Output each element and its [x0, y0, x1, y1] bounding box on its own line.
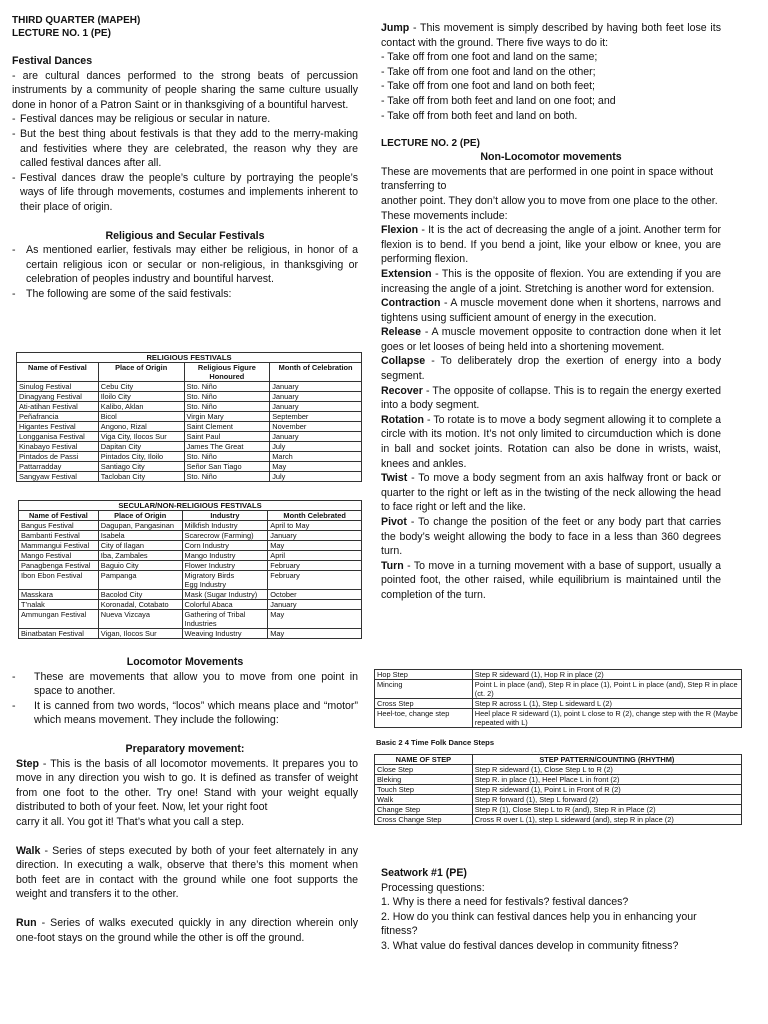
table-cell: Dapitan City — [98, 442, 184, 452]
table-row — [19, 629, 362, 639]
table-cell: Sto. Niño — [184, 472, 270, 482]
table-cell: Dinagyang Festival — [17, 392, 99, 402]
term-text: - To deliberately drop the exertion of energy into a body segment. — [381, 355, 721, 383]
left-lower-column — [12, 655, 358, 945]
table-cell: January — [270, 402, 362, 412]
table-cell: Sto. Niño — [184, 402, 270, 412]
table-row — [19, 531, 362, 541]
non-locomotor-terms — [381, 223, 721, 602]
term-extension — [381, 267, 721, 296]
term-label: Pivot — [381, 516, 407, 528]
column-header: Name of Festival — [17, 363, 99, 382]
table-caption: RELIGIOUS FESTIVALS — [16, 352, 362, 362]
run-term: Run — [16, 916, 37, 929]
term-release — [381, 325, 721, 354]
table-cell: Masskara — [19, 590, 99, 600]
table-row — [375, 795, 742, 805]
lecture-1-header: LECTURE NO. 1 (PE) — [12, 28, 111, 39]
religious-secular-title: Religious and Secular Festivals — [105, 229, 265, 242]
table-cell: Colorful Abaca — [182, 600, 268, 610]
secular-table-grid — [18, 510, 362, 639]
term-pivot — [381, 515, 721, 559]
term-label: Rotation — [381, 413, 424, 426]
religious-festivals-table — [16, 352, 362, 482]
steps-bottom-grid — [374, 754, 742, 825]
step-text-cont: carry it all. You got it! That’s what you call a step. — [16, 815, 245, 828]
jump-item: - Take off from one foot and land on the other; — [381, 65, 596, 78]
processing-label: Processing questions: — [381, 881, 485, 894]
jump-item: - Take off from both feet and land on one foot; and — [381, 94, 616, 107]
folk-steps-table-top — [374, 669, 742, 728]
table-cell: Binatbatan Festival — [19, 629, 99, 639]
lecture-2-header: LECTURE NO. 2 (PE) — [381, 138, 480, 150]
table-row — [17, 462, 362, 472]
preparatory-title: Preparatory movement: — [125, 742, 245, 755]
table-cell: Vigan, Ilocos Sur — [98, 629, 182, 639]
term-label: Contraction — [381, 297, 441, 310]
table-cell: Sangyaw Festival — [17, 472, 99, 482]
table-cell: Kalibo, Aklan — [98, 402, 184, 412]
step-definition — [12, 757, 358, 815]
table-cell: Step R. in place (1), Heel Place L in front (2) — [472, 775, 741, 785]
term-text: - A muscle movement done when it shortens, narrows and tightens using sufficient amount of energy in the execution. — [381, 297, 721, 324]
term-contraction — [381, 296, 721, 325]
table-cell: February — [268, 561, 362, 571]
table-cell: Pintados City, Iloilo — [98, 452, 184, 462]
table-cell: Iba, Zambales — [98, 551, 182, 561]
table-cell: January — [268, 600, 362, 610]
table-cell: May — [270, 462, 362, 472]
left-column — [12, 14, 358, 302]
jump-item: - Take off from one foot and land on both feet; — [381, 80, 595, 93]
term-label: Extension — [381, 267, 432, 280]
table-cell: Higantes Festival — [17, 422, 99, 432]
question-item: 2. How do you think can festival dances help you in enhancing your fitness? — [381, 910, 697, 938]
table-cell: Migratory Birds Egg Industry — [182, 571, 268, 590]
table-row — [375, 785, 742, 795]
table-cell: Cross Step — [375, 699, 473, 709]
table-row — [375, 815, 742, 825]
right-column — [381, 21, 721, 603]
table-cell: Mask (Sugar Industry) — [182, 590, 268, 600]
festival-definition: - are cultural dances performed to the strong beats of percussion instruments by a community of people sharing the same culture usually done in honor of a Patron Saint or in thanksgiving of a bountiful harvest. — [12, 69, 358, 111]
table-cell: Bangus Festival — [19, 521, 99, 531]
table-cell: Change Step — [375, 805, 473, 815]
table-cell: April to May — [268, 521, 362, 531]
table-row — [19, 590, 362, 600]
table-cell: Step R across L (1), Step L sideward L (2) — [472, 699, 741, 709]
table-cell: Pampanga — [98, 571, 182, 590]
walk-term: Walk — [16, 844, 41, 857]
column-header: Industry — [182, 511, 268, 521]
table-cell: Heel place R sideward (1), point L close to R (2), change step with the R (Maybe repeated with L) — [472, 709, 741, 728]
term-text: - The opposite of collapse. This is to regain the energy exerted into a body segment. — [381, 384, 721, 412]
jump-definition — [381, 21, 721, 50]
quarter-header: THIRD QUARTER (MAPEH) — [12, 15, 141, 26]
term-text: - A muscle movement opposite to contraction done when it let goes or let looses of being held into a shortening movement. — [381, 326, 721, 353]
table-cell: Longganisa Festival — [17, 432, 99, 442]
table-cell: January — [270, 392, 362, 402]
table-row — [19, 551, 362, 561]
table-cell: Panagbenga Festival — [19, 561, 99, 571]
term-recover — [381, 384, 721, 413]
table-cell: Mango Festival — [19, 551, 99, 561]
walk-text: - Series of steps executed by both of your feet alternately in any direction. In executing a walk, observe that there’s this moment when both feet are in contact with the ground while one foot supports the weight and transfers it to the other. — [16, 844, 358, 901]
column-header: STEP PATTERN/COUNTING (RHYTHM) — [472, 755, 741, 765]
table-cell: Flower Industry — [182, 561, 268, 571]
term-twist — [381, 471, 721, 515]
table-row — [375, 680, 742, 699]
table-cell: Santiago City — [98, 462, 184, 472]
table-cell: Señor San Tiago — [184, 462, 270, 472]
table-cell: Sto. Niño — [184, 382, 270, 392]
term-text: - It is the act of decreasing the angle of a joint. Another term for flexion is to bend. If you bend a joint, like your elbow or knee, you are performing flexion. — [381, 224, 721, 266]
table-cell: Hop Step — [375, 670, 473, 680]
festival-bullet: - But the best thing about festivals is that they add to the merry-making and festivities where they are celebrated, the reason why they are called festival dances after all. — [12, 127, 358, 171]
table-cell: Cebu City — [98, 382, 184, 392]
table-cell: Nueva Vizcaya — [98, 610, 182, 629]
table-cell: July — [270, 472, 362, 482]
table-cell: Point L in place (and), Step R in place (1), Point L in place (and), Step R in place (ct. 2) — [472, 680, 741, 699]
table-cell: Saint Clement — [184, 422, 270, 432]
jump-term: Jump — [381, 22, 410, 34]
table-cell: Iloilo City — [98, 392, 184, 402]
table-cell: January — [268, 531, 362, 541]
term-text: - To move in a turning movement with a base of support, usually a pointed foot, the other raised, while equilibrium is maintained until the completion of the turn. — [381, 559, 721, 601]
column-header: Name of Festival — [19, 511, 99, 521]
table-cell: Baguio City — [98, 561, 182, 571]
religious-table-grid — [16, 362, 362, 482]
table-cell: Cross Change Step — [375, 815, 473, 825]
table-row — [17, 392, 362, 402]
table-cell: May — [268, 610, 362, 629]
table-cell: Mincing — [375, 680, 473, 699]
table-cell: Bleking — [375, 775, 473, 785]
table-row — [375, 670, 742, 680]
table-cell: January — [270, 382, 362, 392]
table-row — [17, 452, 362, 462]
table-cell: Step R sideward (1), Hop R in place (2) — [472, 670, 741, 680]
table-cell: Step R sideward (1), Point L in Front of R (2) — [472, 785, 741, 795]
table-row — [17, 442, 362, 452]
steps-top-grid — [374, 669, 742, 728]
term-text: - To change the position of the feet or any body part that carries the body’s weight allowing the body to face in a less than 360 degrees turn. — [381, 516, 721, 558]
table-cell: February — [268, 571, 362, 590]
non-locomotor-intro: These are movements that are performed in one point in space without transferring to — [381, 165, 714, 193]
table-row — [375, 699, 742, 709]
table-cell: Sto. Niño — [184, 452, 270, 462]
table-cell: Mango Industry — [182, 551, 268, 561]
table-row — [19, 521, 362, 531]
table-cell: Koronadal, Cotabato — [98, 600, 182, 610]
table-caption: Basic 2 4 Time Folk Dance Steps — [376, 738, 495, 747]
table-cell: November — [270, 422, 362, 432]
table-cell: Cross R over L (1), step L sideward (and), step R in place (2) — [472, 815, 741, 825]
table-cell: Bambanti Festival — [19, 531, 99, 541]
column-header: NAME OF STEP — [375, 755, 473, 765]
table-row — [17, 472, 362, 482]
secular-festivals-table — [18, 500, 362, 639]
term-collapse — [381, 354, 721, 383]
table-cell: May — [268, 629, 362, 639]
seatwork-section — [381, 866, 721, 954]
term-label: Collapse — [381, 355, 426, 368]
table-cell: Step R (1), Close Step L to R (and), Step R in Place (2) — [472, 805, 741, 815]
table-row — [19, 571, 362, 590]
step-text: - This is the basis of all locomotor movements. It prepares you to move in any direction you wish to go. It is defined as transfer of weight from one foot to the other. Try one! Stand with your weight equally distributed to both of your feet. Now, let your right foot — [16, 757, 358, 814]
table-cell: City of Ilagan — [98, 541, 182, 551]
table-row — [19, 541, 362, 551]
table-cell: Virgin Mary — [184, 412, 270, 422]
column-header: Religious Figure Honoured — [184, 363, 270, 382]
table-row — [375, 765, 742, 775]
column-header: Place of Origin — [98, 363, 184, 382]
term-text: - To move a body segment from an axis halfway front or back or quarter to the right or left as in the twisting of the neck allowing the head to face right or left and the like. — [381, 472, 721, 514]
non-locomotor-title: Non-Locomotor movements — [480, 151, 622, 164]
table-row — [17, 422, 362, 432]
table-cell: Milkfish Industry — [182, 521, 268, 531]
question-item: 3. What value do festival dances develop in community fitness? — [381, 939, 679, 952]
non-locomotor-intro-cont: another point. They don’t allow you to move from one place to the other. These movements include: — [381, 194, 718, 222]
jump-item: - Take off from both feet and land on both. — [381, 109, 578, 122]
column-header: Place of Origin — [98, 511, 182, 521]
table-cell: Sinulog Festival — [17, 382, 99, 392]
table-cell: Touch Step — [375, 785, 473, 795]
question-item: 1. Why is there a need for festivals? festival dances? — [381, 896, 629, 909]
locomotor-bullet: - It is canned from two words, “locos” which means place and “motor” which means movement. They include the following: — [12, 699, 358, 728]
locomotor-bullet: - These are movements that allow you to move from one point in space to another. — [12, 670, 358, 699]
table-row — [19, 561, 362, 571]
table-row — [17, 432, 362, 442]
table-cell: Ati-atihan Festival — [17, 402, 99, 412]
table-cell: Kinabayo Festival — [17, 442, 99, 452]
table-cell: Weaving Industry — [182, 629, 268, 639]
seatwork-title: Seatwork #1 (PE) — [381, 867, 467, 879]
table-cell: Step R forward (1), Step L forward (2) — [472, 795, 741, 805]
column-header: Month of Celebration — [270, 363, 362, 382]
table-cell: Heel-toe, change step — [375, 709, 473, 728]
run-text: - Series of walks executed quickly in any direction wherein only one-foot stays on the ground while the other is off the ground. — [16, 916, 358, 944]
table-cell: T’nalak — [19, 600, 99, 610]
table-row — [17, 412, 362, 422]
column-header: Month Celebrated — [268, 511, 362, 521]
jump-text: - This movement is simply described by having both feet lose its contact with the ground. There five ways to do it: — [381, 22, 721, 49]
table-cell: Dagupan, Pangasinan — [98, 521, 182, 531]
table-row — [375, 805, 742, 815]
festival-bullet: - Festival dances may be religious or secular in nature. — [12, 112, 358, 127]
table-row — [375, 709, 742, 728]
table-cell: Saint Paul — [184, 432, 270, 442]
table-cell: Bacolod City — [98, 590, 182, 600]
table-cell: January — [270, 432, 362, 442]
step-term: Step — [16, 757, 39, 770]
term-text: - This is the opposite of flexion. You are extending if you are increasing the angle of a joint. Stretching is another word for extension. — [381, 267, 721, 295]
table-cell: Walk — [375, 795, 473, 805]
term-turn — [381, 559, 721, 603]
term-label: Turn — [381, 559, 404, 572]
table-caption: SECULAR/NON-RELIGIOUS FESTIVALS — [18, 500, 362, 510]
walk-definition — [12, 844, 358, 902]
table-cell: Viga City, Ilocos Sur — [98, 432, 184, 442]
table-row — [19, 600, 362, 610]
festival-dances-title: Festival Dances — [12, 55, 93, 67]
term-label: Flexion — [381, 224, 419, 237]
table-cell: October — [268, 590, 362, 600]
table-cell: April — [268, 551, 362, 561]
table-row — [375, 775, 742, 785]
table-cell: James The Great — [184, 442, 270, 452]
table-cell: March — [270, 452, 362, 462]
table-cell: Isabela — [98, 531, 182, 541]
term-text: - To rotate is to move a body segment allowing it to complete a circle with its motion. It’s not only limited to circumduction which is done in ball and socket joints. Rotation can also be done in wrists, waist, knees and ankles. — [381, 413, 721, 470]
table-cell: Angono, Rizal — [98, 422, 184, 432]
table-cell: Scarecrow (Farming) — [182, 531, 268, 541]
table-cell: Tacloban City — [98, 472, 184, 482]
table-cell: Mammangui Festival — [19, 541, 99, 551]
table-cell: Step R sideward (1), Close Step L to R (2) — [472, 765, 741, 775]
table-row — [17, 382, 362, 392]
term-flexion — [381, 223, 721, 267]
table-cell: May — [268, 541, 362, 551]
table-row — [17, 402, 362, 412]
table-cell: Gathering of Tribal Industries — [182, 610, 268, 629]
table-cell: Sto. Niño — [184, 392, 270, 402]
relsec-bullet: - As mentioned earlier, festivals may either be religious, in honor of a certain religious icon or secular or non-religious, in thanksgiving or celebration of peoples industry and bountiful harvest. — [12, 243, 358, 287]
table-cell: September — [270, 412, 362, 422]
table-cell: Ammungan Festival — [19, 610, 99, 629]
table-cell: Ibon Ebon Festival — [19, 571, 99, 590]
term-rotation — [381, 413, 721, 471]
folk-steps-table-bottom — [374, 738, 742, 825]
table-cell: Corn Industry — [182, 541, 268, 551]
term-label: Twist — [381, 472, 408, 485]
locomotor-title: Locomotor Movements — [126, 656, 244, 668]
jump-item: - Take off from one foot and land on the same; — [381, 51, 598, 64]
table-cell: Peñafrancia — [17, 412, 99, 422]
term-label: Release — [381, 326, 422, 339]
term-label: Recover — [381, 384, 423, 397]
run-definition — [12, 916, 358, 945]
relsec-bullet: - The following are some of the said festivals: — [12, 287, 358, 302]
table-cell: Close Step — [375, 765, 473, 775]
table-cell: Pintados de Passi — [17, 452, 99, 462]
table-cell: Pattarradday — [17, 462, 99, 472]
table-cell: Bicol — [98, 412, 184, 422]
festival-bullet: - Festival dances draw the people’s culture by portraying the people’s ways of life through movements, costumes and implements inherent to their place of origin. — [12, 171, 358, 215]
table-row — [19, 610, 362, 629]
table-cell: July — [270, 442, 362, 452]
